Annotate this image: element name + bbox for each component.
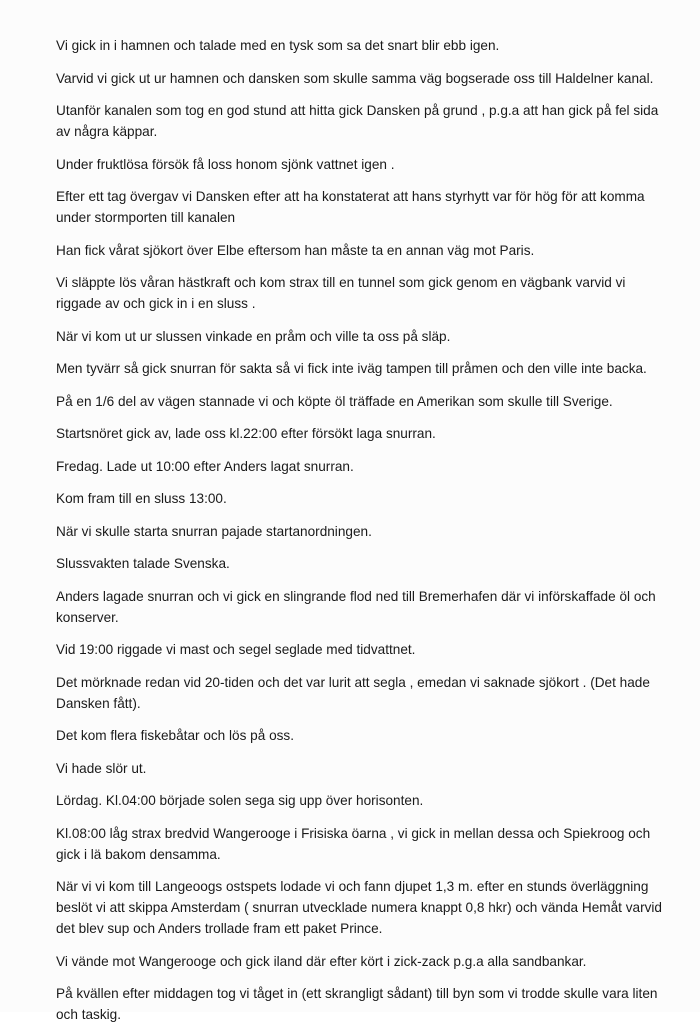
paragraph: Varvid vi gick ut ur hamnen och dansken som skulle samma väg bogserade oss till Haldelner kanal. bbox=[56, 70, 654, 86]
paragraph: Lördag. Kl.04:00 började solen sega sig upp över horisonten. bbox=[56, 793, 424, 808]
paragraph: Kl.08:00 låg strax bredvid Wangerooge i Frisiska öarna , vi gick in mellan dessa och Spiekroog och gick i lä bakom densamma. bbox=[56, 825, 651, 862]
paragraph: Det kom flera fiskebåtar och lös på oss. bbox=[56, 728, 294, 743]
paragraph: Det mörknade redan vid 20-tiden och det var lurit att segla , emedan vi saknade sjökort . (Det hade Dansken fått). bbox=[56, 674, 650, 711]
paragraph: Startsnöret gick av, lade oss kl.22:00 efter försökt laga snurran. bbox=[56, 426, 436, 441]
paragraph: Kom fram till en sluss 13:00. bbox=[56, 491, 227, 506]
paragraph: Vi hade slör ut. bbox=[56, 760, 147, 776]
paragraph: På kvällen efter middagen tog vi tåget in (ett skrangligt sådant) till byn som vi trodde skulle vara liten och taskig. bbox=[56, 986, 658, 1022]
paragraph: Efter ett tag övergav vi Dansken efter att ha konstaterat att hans styrhytt var för hög för att komma under stormporten till kanalen bbox=[56, 189, 645, 225]
paragraph: Vi gick in i hamnen och talade med en tysk som sa det snart blir ebb igen. bbox=[56, 38, 500, 53]
paragraph: På en 1/6 del av vägen stannade vi och köpte öl träffade en Amerikan som skulle till Sverige. bbox=[56, 393, 613, 409]
paragraph: Under fruktlösa försök få loss honom sjönk vattnet igen . bbox=[56, 156, 395, 172]
paragraph: Vid 19:00 riggade vi mast och segel seglade med tidvattnet. bbox=[56, 642, 416, 657]
paragraph: Slussvakten talade Svenska. bbox=[56, 556, 230, 571]
paragraph: När vi vi kom till Langeoogs ostspets lodade vi och fann djupet 1,3 m. efter en stunds överläggning beslöt vi att skippa Amsterdam ( snurran utvecklade numera knappt 0,8 hkr) och vända Hemåt varvid det blev sup och Anders trollade fram ett paket Prince. bbox=[56, 879, 662, 936]
paragraph: Anders lagade snurran och vi gick en slingrande flod ned till Bremerhafen där vi införskaffade öl och konserver. bbox=[56, 588, 656, 625]
paragraph: Vi släppte lös våran hästkraft och kom strax till en tunnel som gick genom en vägbank varvid vi riggade av och gick in i en sluss . bbox=[56, 275, 626, 311]
paragraph: Fredag. Lade ut 10:00 efter Anders lagat snurran. bbox=[56, 458, 354, 474]
paragraph: Vi vände mot Wangerooge och gick iland där efter kört i zick-zack p.g.a alla sandbankar. bbox=[56, 953, 587, 969]
paragraph: Utanför kanalen som tog en god stund att hitta gick Dansken på grund , p.g.a att han gick på fel sida av några käppar. bbox=[56, 103, 659, 139]
paragraph: Han fick vårat sjökort över Elbe eftersom han måste ta en annan väg mot Paris. bbox=[56, 242, 535, 258]
paragraph: När vi skulle starta snurran pajade startanordningen. bbox=[56, 523, 372, 539]
paragraph: Men tyvärr så gick snurran för sakta så vi fick inte iväg tampen till pråmen och den ville inte backa. bbox=[56, 361, 647, 376]
paragraph: När vi kom ut ur slussen vinkade en pråm och ville ta oss på släp. bbox=[56, 328, 451, 344]
